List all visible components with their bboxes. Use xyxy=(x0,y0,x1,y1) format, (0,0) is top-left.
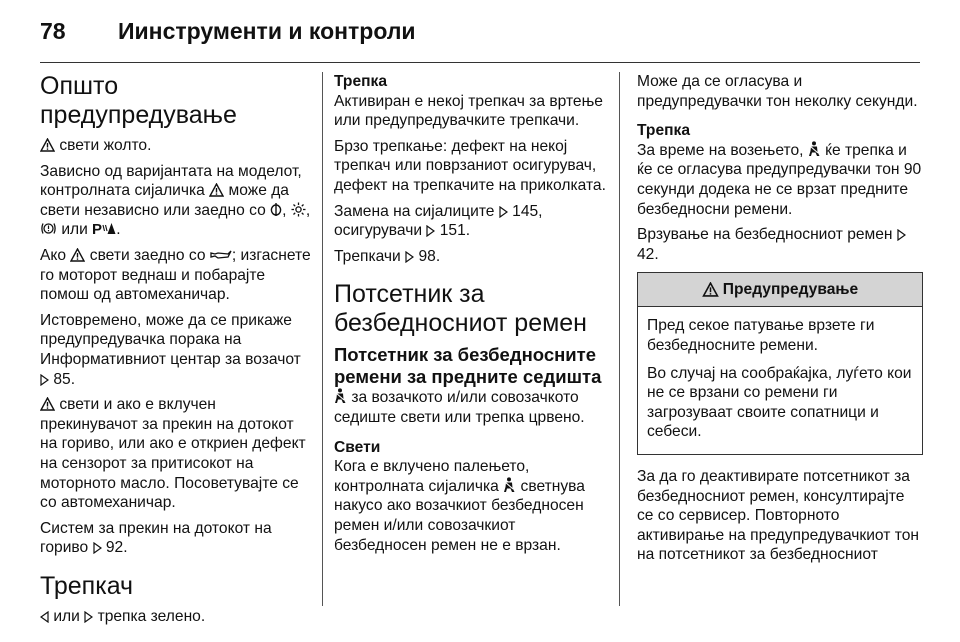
page-reference[interactable]: 42. xyxy=(637,245,659,263)
parking-brake-warning-icon xyxy=(92,221,116,236)
page-reference-arrow-icon xyxy=(897,229,906,241)
seatbelt-icon xyxy=(334,388,347,404)
seatbelt-icon xyxy=(503,477,516,493)
text: . xyxy=(116,221,121,239)
column-divider xyxy=(322,72,323,606)
text: Врзување на безбедносниот ремен xyxy=(637,226,893,244)
engine-oil-phi-icon xyxy=(270,202,282,217)
text: Кога е вклучено палењето, контролната сијаличка xyxy=(334,458,530,495)
paragraph xyxy=(637,225,923,264)
page-header xyxy=(40,18,416,50)
text: или xyxy=(53,607,80,625)
text: светнува накусо ако возачкиот безбедносен ремен и/или совозачкиот безбедносен ремен не е врзан. xyxy=(334,477,585,554)
page-reference-arrow-icon xyxy=(40,374,49,386)
paragraph: Брзо трепкање: дефект на некој трепкач или поврзаниот осигурувач, дефект на трепкачите на приколката. xyxy=(334,137,606,194)
warning-triangle-icon xyxy=(209,183,224,197)
text: за возачкото и/или совозачкото седиште свети или трепка црвено. xyxy=(334,389,585,426)
warning-triangle-icon xyxy=(40,397,55,411)
column-divider xyxy=(619,72,620,606)
svg-text:P: P xyxy=(92,221,103,237)
page-reference-arrow-icon xyxy=(426,225,435,237)
heading-front-seatbelt-reminder: Потсетник за безбедносните ремени за предните седишта xyxy=(334,344,602,388)
page-title: Иинструменти и контроли xyxy=(118,18,416,44)
heading-lights: Свети xyxy=(334,438,381,456)
paragraph: Активиран е некој трепкач за вртење или предупредувачките трепкачи. xyxy=(334,92,603,130)
paragraph xyxy=(40,311,312,389)
page-reference-arrow-icon xyxy=(93,542,102,554)
header-rule xyxy=(40,62,920,63)
text: или xyxy=(61,221,88,239)
heading-seatbelt-reminder: Потсетник за безбедносниот ремен xyxy=(334,280,587,338)
text: осигурувачи xyxy=(334,222,423,240)
text: Трепкачи xyxy=(334,247,401,265)
text: ; изгаснете го моторот веднаш и побарајте помош од автомеханичар. xyxy=(40,246,311,304)
warning-triangle-icon xyxy=(70,248,85,262)
paragraph: Пред секое патување врзете ги безбедносните ремени. xyxy=(647,317,875,354)
text: може да свети независно или заедно со xyxy=(40,182,289,219)
heading-blinks: Трепка xyxy=(334,73,388,90)
paragraph xyxy=(40,395,312,513)
paragraph xyxy=(334,202,606,241)
page-reference-arrow-icon xyxy=(499,206,508,218)
text: свети и ако е вклучен прекинувачот за прекин на дотокот на гориво, или ако е откриен дефект на сензорот за притисокот на моторното масло. Посоветувајте се со автомеханичар. xyxy=(40,396,306,512)
heading-general-warning: Општо предупредување xyxy=(40,72,237,129)
paragraph: Во случај на сообраќајка, луѓето кои не се врзани со ремени ги загрозуваат своите сопатници и себеси. xyxy=(647,364,912,441)
text: За време на возењето, xyxy=(637,141,804,159)
paragraph: Може да се огласува и предупредувачки тон неколку секунди. xyxy=(637,73,918,110)
text: , xyxy=(282,201,287,219)
page-reference[interactable]: 92. xyxy=(105,539,128,557)
text: Истовремено, може да се прикаже предупредувачка порака на Информативниот центар за возачот xyxy=(40,311,301,368)
seatbelt-icon xyxy=(808,141,821,157)
heading-blinker: Трепкач xyxy=(40,571,134,600)
coolant-temperature-icon xyxy=(291,202,306,217)
page-reference-arrow-icon xyxy=(405,251,414,263)
text: свети жолто. xyxy=(59,137,152,154)
column-2 xyxy=(334,72,606,561)
text: трепка зелено. xyxy=(97,607,206,625)
column-3 xyxy=(637,72,923,571)
paragraph xyxy=(637,141,923,219)
paragraph: За да го деактивирате потсетникот за безбедносниот ремен, консултирајте се со сервисер. Повторното активирање на предупредувачкиот тон на потсетникот за безбедносниот xyxy=(637,467,919,564)
paragraph xyxy=(40,136,312,156)
warning-box-title: Предупредување xyxy=(722,281,859,299)
paragraph xyxy=(40,162,312,240)
text: свети заедно со xyxy=(89,246,206,264)
page-reference[interactable]: 85. xyxy=(53,370,76,388)
turn-signal-right-icon xyxy=(84,611,93,623)
oil-pressure-icon xyxy=(210,249,232,262)
page-reference[interactable]: 98. xyxy=(418,247,441,265)
brake-system-icon xyxy=(40,221,57,236)
paragraph xyxy=(334,247,606,267)
text: Систем за прекин на дотокот на гориво xyxy=(40,519,272,557)
paragraph xyxy=(334,388,606,427)
text: Замена на сијалиците xyxy=(334,202,495,220)
column-1 xyxy=(40,72,312,632)
warning-box xyxy=(637,272,923,455)
paragraph xyxy=(40,246,312,305)
warning-triangle-icon xyxy=(702,282,719,297)
paragraph xyxy=(334,457,606,555)
paragraph xyxy=(40,607,312,627)
paragraph xyxy=(40,519,312,558)
page-reference[interactable]: 145, xyxy=(512,202,543,220)
page-reference[interactable]: 151. xyxy=(439,222,471,240)
text: ќе трепка и ќе се огласува предупредувачки тон 90 секунди додека не се врзат предните безбедносни ремени. xyxy=(637,141,922,218)
warning-box-header xyxy=(638,273,922,307)
turn-signal-left-icon xyxy=(40,611,49,623)
warning-box-body xyxy=(638,307,922,454)
page-number: 78 xyxy=(40,18,66,44)
text: Ако xyxy=(40,246,67,264)
text: , xyxy=(305,201,311,219)
warning-triangle-icon xyxy=(40,138,55,152)
heading-blinks: Трепка xyxy=(637,122,691,140)
text: Зависно од варијантата на моделот, контролната сијаличка xyxy=(40,162,302,200)
